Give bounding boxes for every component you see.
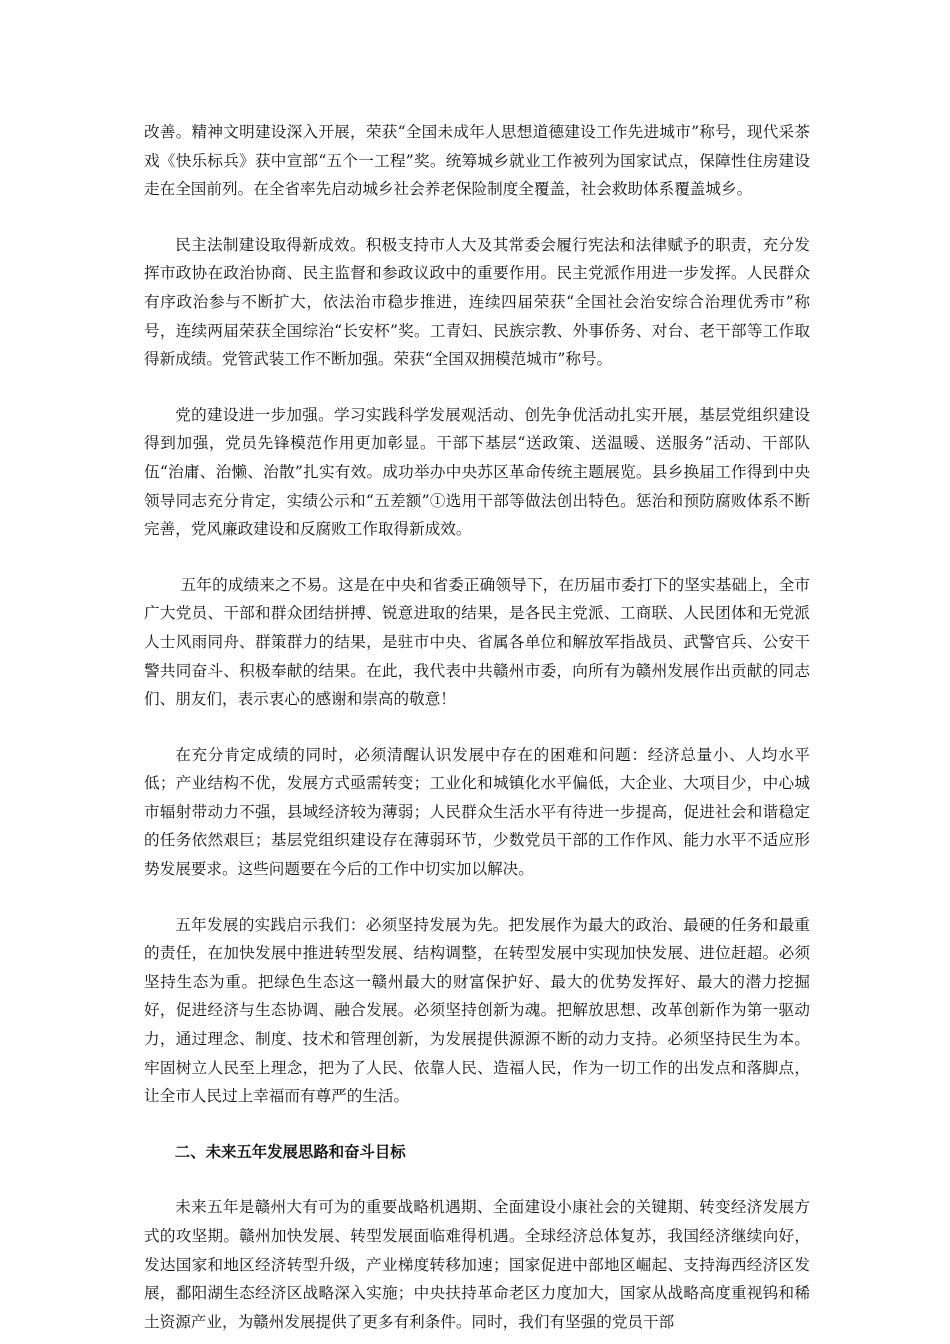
paragraph-democracy-legal <box>144 231 810 374</box>
paragraph-lead: 党的建设进一步加强。 <box>175 405 334 424</box>
paragraph-spiritual-civilization <box>144 118 810 204</box>
paragraph-party-building <box>144 401 810 544</box>
paragraph-future-opportunities <box>144 1193 810 1336</box>
paragraph-achievements-thanks <box>144 571 810 714</box>
paragraph-text: 未来五年是赣州大有可为的重要战略机遇期、全面建设小康社会的关键期、转变经济发展方式的攻坚期。赣州加快发展、转型发展面临难得机遇。全球经济总体复苏，我国经济继续向好，发达国家和地区经济转型升级，产业梯度转移加速；国家促进中部地区崛起、支持海西经济区发展，鄱阳湖生态经济区战略深入实施；中央扶持革命老区力度加大，国家从战略高度重视钨和稀土资源产业，为赣州发展提供了更多有利条件。同时，我们有坚强的党员干部 <box>144 1198 810 1331</box>
section-heading: 二、未来五年发展思路和奋斗目标 <box>174 1142 406 1161</box>
paragraph-text: 在充分肯定成绩的同时，必须清醒认识发展中存在的困难和问题：经济总量小、人均水平低；产业结构不优，发展方式亟需转变；工业化和城镇化水平偏低，大企业、大项目少，中心城市辐射带动力不强，县域经济较为薄弱；人民群众生活水平有待进一步提高，促进社会和谐稳定的任务依然艰巨；基层党组织建设存在薄弱环节，少数党员干部的工作作风、能力水平不适应形势发展要求。这些问题要在今后的工作中切实加以解决。 <box>144 745 810 879</box>
paragraph-text: 学习实践科学发展观活动、创先争优活动扎实开展，基层党组织建设得到加强，党员先锋模范作用更加彰显。干部下基层“送政策、送温暖、送服务”活动、干部队伍“治庸、治懒、治散”扎实有效。成功举办中央苏区革命传统主题展览。县乡换届工作得到中央领导同志充分肯定，实绩公示和“五差额”①选用干部等做法创出特色。惩治和预防腐败体系不断完善，党风廉政建设和反腐败工作取得新成效。 <box>144 405 810 539</box>
paragraph-text: 五年发展的实践启示我们：必须坚持发展为先。把发展作为最大的政治、最硬的任务和最重的责任，在加快发展中推进转型发展、结构调整，在转型发展中实现加快发展、进位赶超。必须坚持生态为重。把绿色生态这一赣州最大的财富保护好、最大的优势发挥好、最大的潜力挖掘好，促进经济与生态协调、融合发展。必须坚持创新为魂。把解放思想、改革创新作为第一驱动力，通过理念、制度、技术和管理创新，为发展提供源源不断的动力支持。必须坚持民生为本。牢固树立人民至上理念，把为了人民、依靠人民、造福人民，作为一切工作的出发点和落脚点，让全市人民过上幸福而有尊严的生活。 <box>144 915 810 1106</box>
document-page <box>144 118 810 1336</box>
paragraph-text: 积极支持市人大及其常委会履行宪法和法律赋予的职责，充分发挥市政协在政治协商、民主监督和参政议政中的重要作用。民主党派作用进一步发挥。人民群众有序政治参与不断扩大，依法治市稳步推进，连续四届荣获“全国社会治安综合治理优秀市”称号，连续两届荣获全国综治“长安杯”奖。工青妇、民族宗教、外事侨务、对台、老干部等工作取得新成绩。党管武装工作不断加强。荣获“全国双拥模范城市”称号。 <box>144 235 810 369</box>
paragraph-lead: 民主法制建设取得新成效。 <box>175 235 366 254</box>
paragraph-text: 改善。精神文明建设深入开展，荣获“全国未成年人思想道德建设工作先进城市”称号，现代采茶戏《快乐标兵》获中宣部“五个一工程”奖。统筹城乡就业工作被列为国家试点，保障性住房建设走在全国前列。在全省率先启动城乡社会养老保险制度全覆盖，社会救助体系覆盖城乡。 <box>144 123 810 199</box>
paragraph-lessons <box>144 911 810 1111</box>
paragraph-text: 五年的成绩来之不易。这是在中央和省委正确领导下，在历届市委打下的坚实基础上，全市广大党员、干部和群众团结拼搏、锐意进取的结果，是各民主党派、工商联、人民团体和无党派人士风雨同舟、群策群力的结果，是驻市中央、省属各单位和解放军指战员、武警官兵、公安干警共同奋斗、积极奉献的结果。在此，我代表中共赣州市委，向所有为赣州发展作出贡献的同志们、朋友们，表示衷心的感谢和崇高的敬意！ <box>144 575 810 709</box>
paragraph-problems <box>144 741 810 884</box>
